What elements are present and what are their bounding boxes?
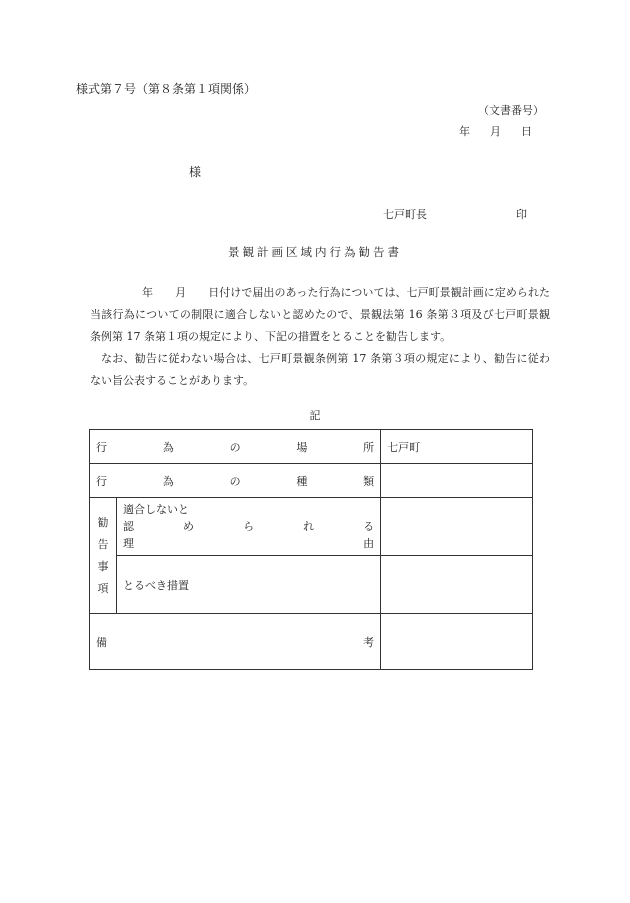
reason-label-char: れ xyxy=(303,520,315,533)
seal-mark: 印 xyxy=(516,208,527,221)
reason-label-char: る xyxy=(363,520,375,533)
issue-date xyxy=(459,123,552,139)
document-number: （文書番号） xyxy=(478,104,544,117)
measures-label: とるべき措置 xyxy=(117,556,381,614)
form-number-label: 様式第７号（第８条第１項関係） xyxy=(76,82,257,96)
reason-label xyxy=(117,498,381,556)
advice-label-char: 告 xyxy=(97,537,109,551)
reason-label-line-2 xyxy=(123,518,374,535)
remarks-label-char: 備 xyxy=(96,635,107,649)
table-row-reason xyxy=(90,498,533,556)
remarks-label xyxy=(90,614,381,670)
sender-title: 七戸町長 xyxy=(383,208,427,221)
measures-value xyxy=(381,556,533,614)
type-label xyxy=(90,464,381,498)
type-label-char: 類 xyxy=(363,474,375,488)
location-value: 七戸町 xyxy=(381,430,533,464)
location-label-char: 行 xyxy=(96,440,107,454)
advice-label-char: 事 xyxy=(97,559,109,573)
reason-label-line-1: 適合しないと xyxy=(123,503,189,516)
body-paragraph-2: なお、勧告に従わない場合は、七戸町景観条例第 17 条第３項の規定により、勧告に従わない旨公表することがあります。 xyxy=(90,352,550,387)
body-text xyxy=(90,282,550,392)
type-value xyxy=(381,464,533,498)
advice-table xyxy=(89,429,533,670)
advice-label-char: 項 xyxy=(97,581,109,595)
document-title: 景観計画区域内行為勧告書 xyxy=(228,245,402,259)
ki-heading: 記 xyxy=(309,409,321,422)
reason-label-line-3 xyxy=(123,535,374,552)
location-label-char: 場 xyxy=(296,440,308,454)
date-day: 日 xyxy=(521,125,532,138)
location-label-char: 為 xyxy=(162,440,174,454)
table-row-measures xyxy=(90,556,533,614)
reason-label-char: ら xyxy=(243,520,255,533)
location-label xyxy=(90,430,381,464)
advice-label-char: 勧 xyxy=(97,515,109,529)
table-row-type xyxy=(90,464,533,498)
type-label-char: 種 xyxy=(296,474,308,488)
type-label-char: 行 xyxy=(96,474,107,488)
advice-items-label xyxy=(90,498,117,614)
reason-label-char: 理 xyxy=(123,537,134,550)
type-label-char: の xyxy=(229,474,241,488)
reason-label-char: 認 xyxy=(123,520,134,533)
reason-label-char: 由 xyxy=(363,537,375,550)
remarks-value xyxy=(381,614,533,670)
reason-value xyxy=(381,498,533,556)
location-label-char: 所 xyxy=(363,440,375,454)
type-label-char: 為 xyxy=(162,474,174,488)
table-row-remarks xyxy=(90,614,533,670)
reason-label-char: め xyxy=(183,520,195,533)
table-row-location xyxy=(90,430,533,464)
date-year: 年 xyxy=(459,125,470,138)
addressee-honorific: 様 xyxy=(189,165,202,179)
location-label-char: の xyxy=(229,440,241,454)
date-month: 月 xyxy=(490,125,501,138)
remarks-label-char: 考 xyxy=(363,635,375,649)
body-paragraph-1: 年 月 日付けで届出のあった行為については、七戸町景観計画に定められた当該行為についての制限に適合しないと認めたので、景観法第 16 条第３項及び七戸町景観条例第 17 条第１項の規定により、下記の措置をとることを勧告します。 xyxy=(90,286,550,343)
